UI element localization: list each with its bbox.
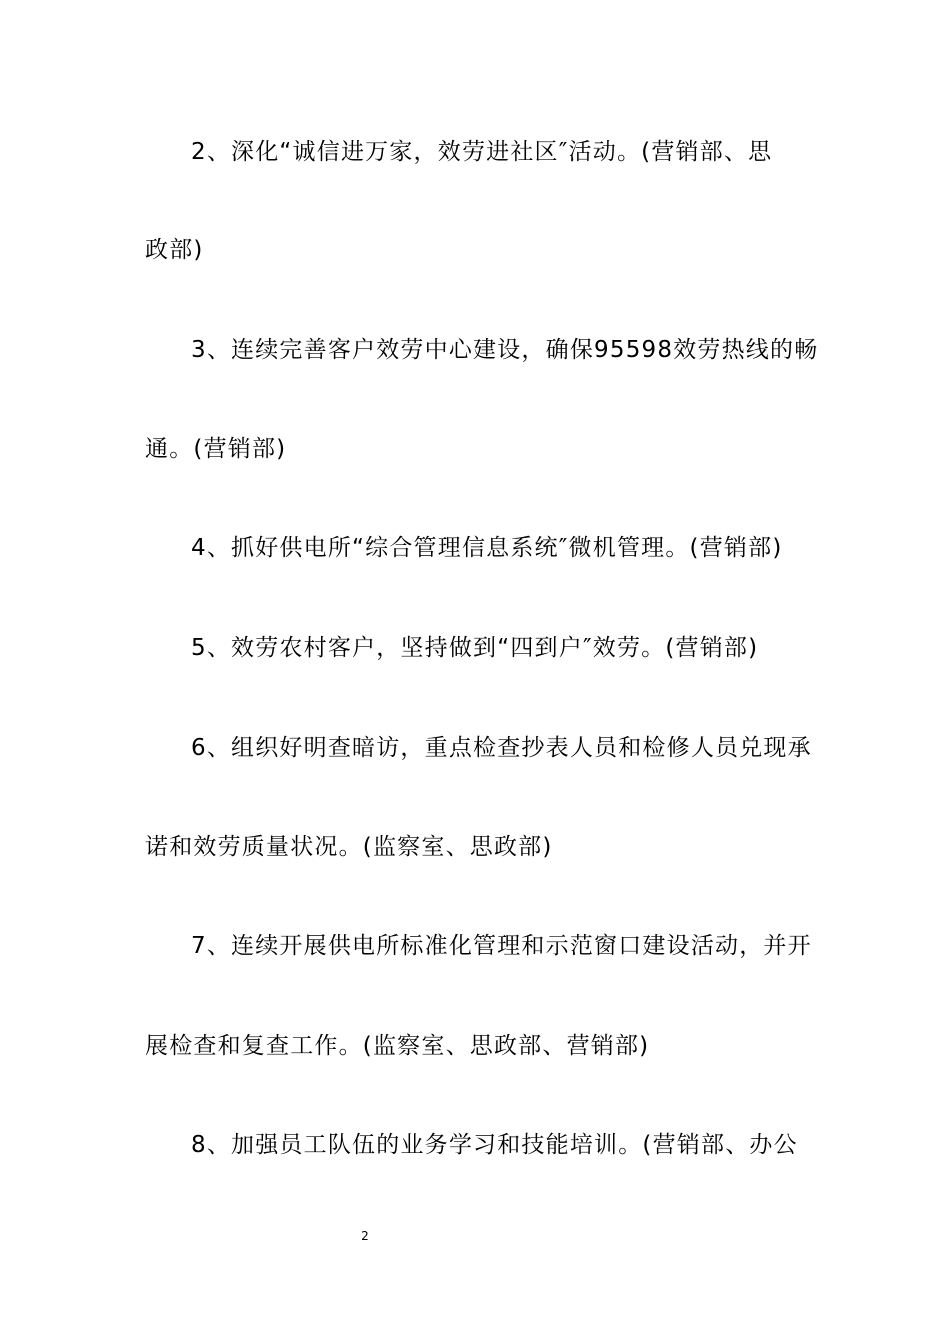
paragraph-5-line-1: 5、效劳农村客户，坚持做到“四到户″效劳。(营销部) <box>191 635 759 661</box>
paragraph-3-line-2: 通。(营销部) <box>145 436 287 462</box>
paragraph-3-line-1: 3、连续完善客户效劳中心建设，确保95598效劳热线的畅 <box>191 337 819 363</box>
paragraph-2-line-1: 2、深化“诚信进万家，效劳进社区″活动。(营销部、思 <box>191 139 773 165</box>
paragraph-4-line-1: 4、抓好供电所“综合管理信息系统″微机管理。(营销部) <box>191 535 783 561</box>
page-number: 2 <box>361 1229 369 1243</box>
paragraph-6-line-1: 6、组织好明查暗访，重点检查抄表人员和检修人员兑现承 <box>191 735 812 761</box>
paragraph-6-line-2: 诺和效劳质量状况。(监察室、思政部) <box>145 834 553 860</box>
paragraph-7-line-2: 展检查和复查工作。(监察室、思政部、营销部) <box>145 1033 650 1059</box>
paragraph-8-line-1: 8、加强员工队伍的业务学习和技能培训。(营销部、办公 <box>191 1132 798 1158</box>
paragraph-7-line-1: 7、连续开展供电所标准化管理和示范窗口建设活动，并开 <box>191 933 812 959</box>
paragraph-2-line-2: 政部) <box>145 237 204 263</box>
